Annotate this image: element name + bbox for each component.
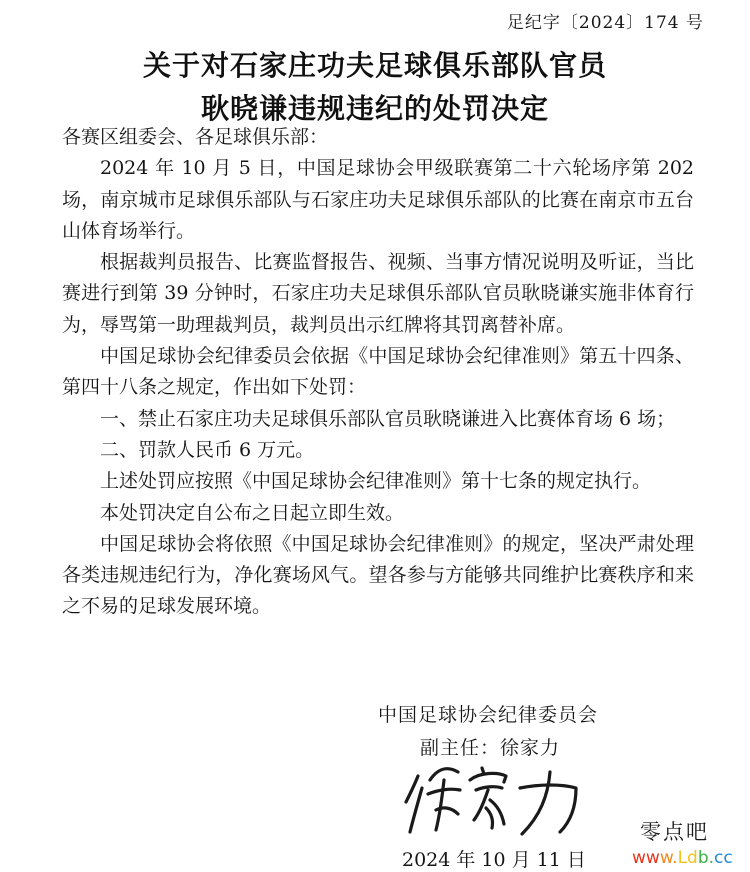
document-body — [62, 122, 694, 623]
watermark-url — [632, 848, 733, 868]
watermark-site-name: 零点吧 — [640, 820, 709, 844]
paragraph-match-info: 2024 年 10 月 5 日，中国足球协会甲级联赛第二十六轮场序第 202 场，南京城市足球俱乐部队与石家庄功夫足球俱乐部队的比赛在南京市五台山体育场举行。 — [62, 157, 694, 242]
watermark-url-text — [632, 848, 733, 868]
paragraph-execution: 上述处罚应按照《中国足球协会纪律准则》第十七条的规定执行。 — [100, 470, 652, 493]
penalty-item-1: 一、禁止石家庄功夫足球俱乐部队官员耿晓谦进入比赛体育场 6 场； — [100, 407, 676, 430]
document-title-line-1: 关于对石家庄功夫足球俱乐部队官员 — [142, 49, 607, 82]
watermark-url-char: . — [708, 848, 715, 868]
paragraph-legal-basis: 中国足球协会纪律委员会依据《中国足球协会纪律准则》第五十四条、第四十八条之规定，作出如下处罚： — [62, 345, 694, 399]
handwritten-signature — [400, 758, 590, 838]
watermark-url-char: c — [723, 848, 733, 868]
watermark-url-char: . — [672, 848, 678, 868]
document-date: 2024 年 10 月 11 日 — [402, 849, 586, 871]
paragraph-effective: 本处罚决定自公布之日起立即生效。 — [100, 501, 405, 524]
signature-role: 副主任：徐家力 — [420, 737, 561, 759]
signature-organization: 中国足球协会纪律委员会 — [378, 704, 599, 726]
paragraph-closing: 中国足球协会将依照《中国足球协会纪律准则》的规定，坚决严肃处理各类违规违纪行为，净化赛场风气。望各参与方能够共同维护比赛秩序和来之不易的足球发展环境。 — [62, 532, 694, 618]
watermark-url-char: L — [677, 848, 688, 868]
penalty-item-2: 二、罚款人民币 6 万元。 — [100, 438, 315, 461]
watermark-url-char: w — [645, 848, 660, 868]
watermark-url-char: w — [632, 848, 646, 868]
watermark-url-char: w — [659, 848, 673, 868]
document-number: 足纪字〔2024〕174 号 — [506, 13, 704, 33]
document-title-line-2: 耿晓谦违规违纪的处罚决定 — [200, 92, 549, 125]
watermark-url-char: c — [714, 848, 724, 868]
watermark-url-char: b — [697, 848, 709, 868]
watermark-url-char: d — [687, 848, 698, 868]
salutation: 各赛区组委会、各足球俱乐部： — [62, 126, 329, 148]
paragraph-incident: 根据裁判员报告、比赛监督报告、视频、当事方情况说明及听证，当比赛进行到第 39 分钟时，石家庄功夫足球俱乐部队官员耿晓谦实施非体育行为，辱骂第一助理裁判员，裁判员出示红牌将其罚离替补席。 — [62, 251, 694, 336]
